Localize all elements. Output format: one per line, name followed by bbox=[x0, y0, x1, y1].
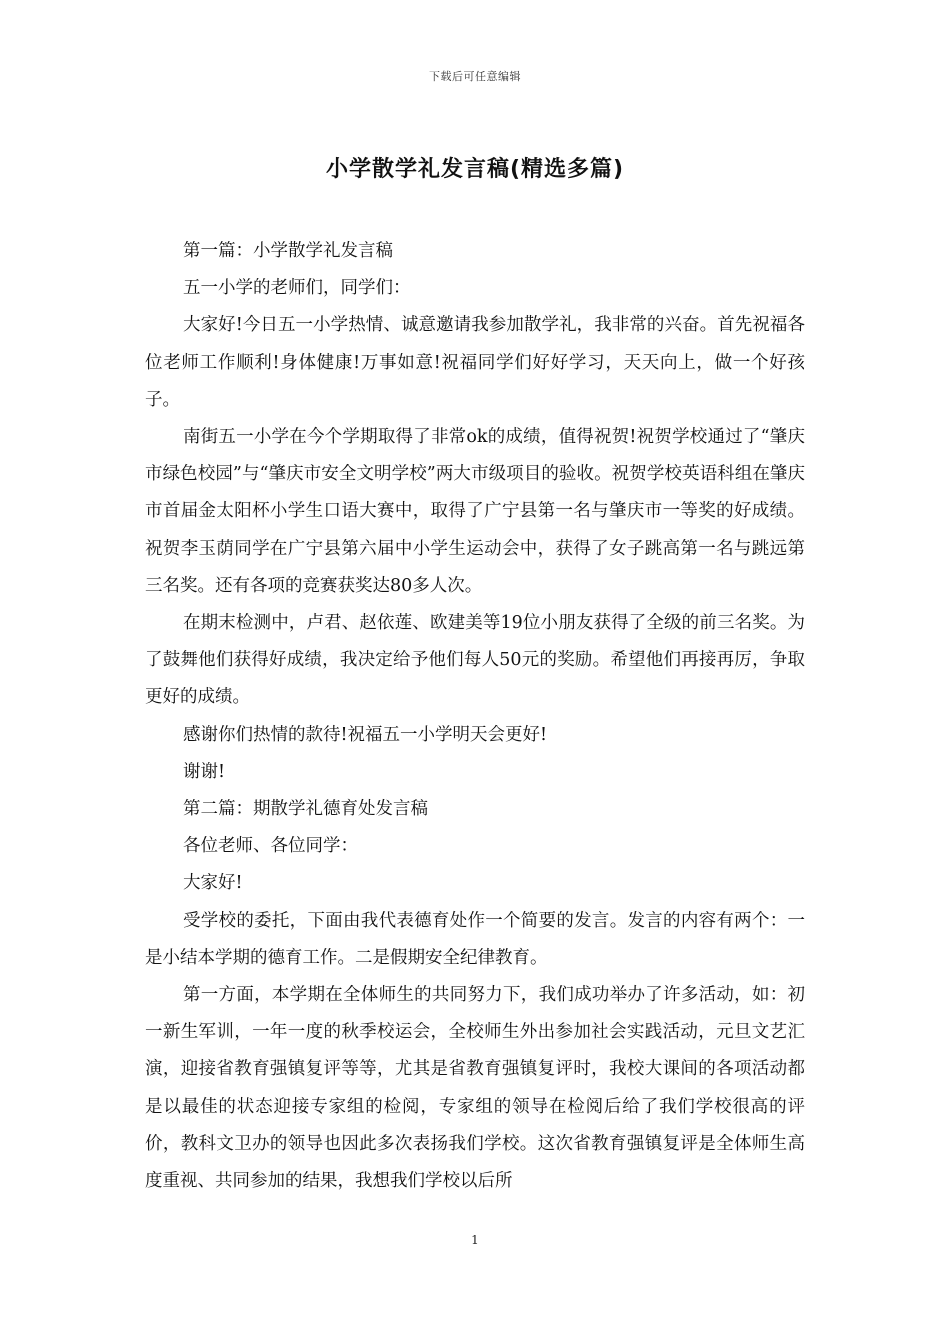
paragraph: 南街五一小学在今个学期取得了非常ok的成绩，值得祝贺!祝贺学校通过了“肇庆市绿色校园”与“肇庆市安全文明学校”两大市级项目的验收。祝贺学校英语科组在肇庆市首届金太阳杯小学生口语大赛中，取得了广宁县第一名与肇庆市一等奖的好成绩。祝贺李玉荫同学在广宁县第六届中小学生运动会中，获得了女子跳高第一名与跳远第三名奖。还有各项的竞赛获奖达80多人次。 bbox=[145, 427, 805, 596]
paragraph: 第一方面，本学期在全体师生的共同努力下，我们成功举办了许多活动，如：初一新生军训，一年一度的秋季校运会，全校师生外出参加社会实践活动，元旦文艺汇演，迎接省教育强镇复评等等，尤其是省教育强镇复评时，我校大课间的各项活动都是以最佳的状态迎接专家组的检阅，专家组的领导在检阅后给了我们学校很高的评价，教科文卫办的领导也因此多次表扬我们学校。这次省教育强镇复评是全体师生高度重视、共同参加的结果，我想我们学校以后所 bbox=[145, 985, 805, 1192]
paragraph: 在期末检测中，卢君、赵依莲、欧建美等19位小朋友获得了全级的前三名奖。为了鼓舞他们获得好成绩，我决定给予他们每人50元的奖励。希望他们再接再厉，争取更好的成绩。 bbox=[145, 613, 805, 708]
paragraph: 感谢你们热情的款待!祝福五一小学明天会更好! bbox=[183, 724, 548, 745]
header-note: 下载后可任意编辑 bbox=[429, 70, 521, 83]
paragraph-salutation-1: 五一小学的老师们，同学们： bbox=[183, 278, 411, 299]
paragraph-salutation-2: 各位老师、各位同学： bbox=[183, 836, 358, 857]
paragraph: 受学校的委托，下面由我代表德育处作一个简要的发言。发言的内容有两个：一是小结本学期的德育工作。二是假期安全纪律教育。 bbox=[145, 910, 805, 968]
paragraph-section-heading-1: 第一篇：小学散学礼发言稿 bbox=[183, 241, 393, 261]
paragraph-section-heading-2: 第二篇：期散学礼德育处发言稿 bbox=[183, 799, 428, 820]
document-body bbox=[145, 233, 805, 1200]
paragraph: 大家好!今日五一小学热情、诚意邀请我参加散学礼，我非常的兴奋。首先祝福各位老师工作顺利!身体健康!万事如意!祝福同学们好好学习，天天向上，做一个好孩子。 bbox=[145, 315, 805, 410]
page-number: 1 bbox=[471, 1233, 479, 1247]
document-title: 小学散学礼发言稿(精选多篇) bbox=[325, 157, 625, 182]
paragraph: 谢谢! bbox=[183, 761, 226, 782]
paragraph: 大家好! bbox=[183, 873, 243, 894]
